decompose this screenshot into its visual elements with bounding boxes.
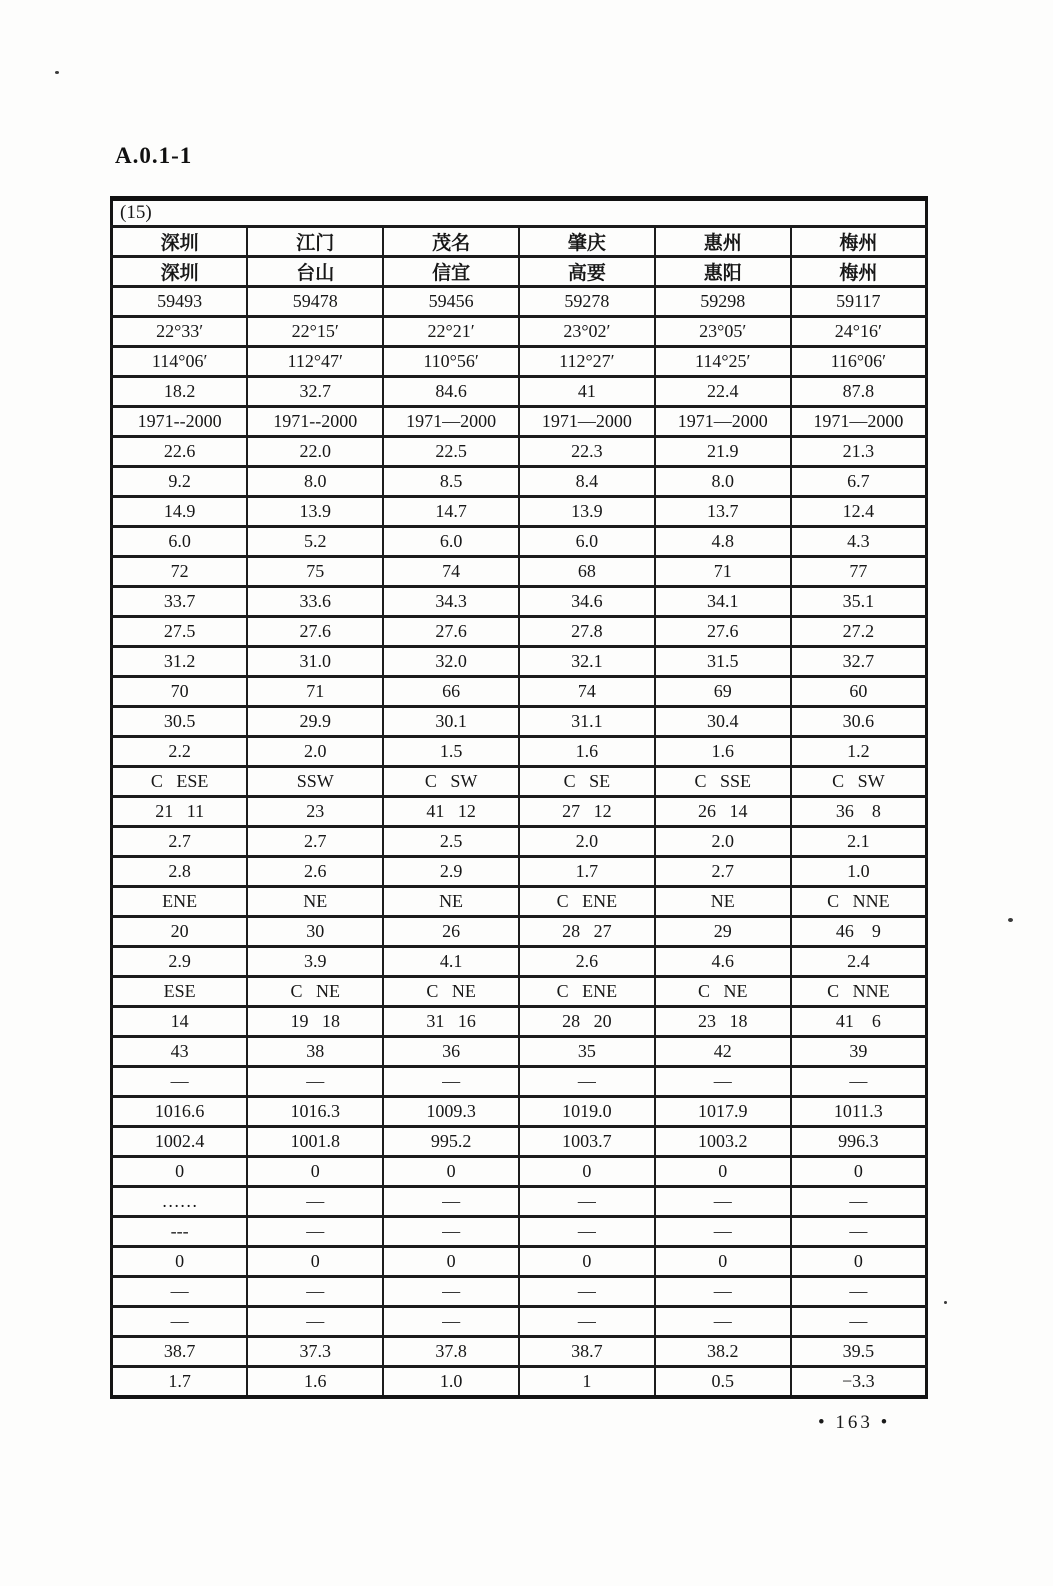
table-cell: 28 27 bbox=[519, 917, 655, 947]
table-row bbox=[112, 1277, 927, 1307]
table-row bbox=[112, 1337, 927, 1367]
table-row bbox=[112, 407, 927, 437]
table-cell: 72 bbox=[112, 557, 248, 587]
table-cell: 30.6 bbox=[791, 707, 927, 737]
table-cell: 31 16 bbox=[383, 1007, 519, 1037]
table-cell: 112°47′ bbox=[247, 347, 383, 377]
scan-artifact-dot bbox=[1008, 918, 1013, 922]
table-cell: 1011.3 bbox=[791, 1097, 927, 1127]
table-row bbox=[112, 287, 927, 317]
table-cell: 6.0 bbox=[383, 527, 519, 557]
table-cell: 32.7 bbox=[247, 377, 383, 407]
table-cell: 1.7 bbox=[519, 857, 655, 887]
table-cell: 26 bbox=[383, 917, 519, 947]
table-cell: 27.8 bbox=[519, 617, 655, 647]
table-row bbox=[112, 467, 927, 497]
table-cell: — bbox=[655, 1277, 791, 1307]
table-cell: 38.7 bbox=[519, 1337, 655, 1367]
table-cell: — bbox=[247, 1307, 383, 1337]
table-row bbox=[112, 1037, 927, 1067]
table-cell: 2.6 bbox=[247, 857, 383, 887]
table-cell: 8.4 bbox=[519, 467, 655, 497]
table-cell: 995.2 bbox=[383, 1127, 519, 1157]
table-row bbox=[112, 527, 927, 557]
table-cell: 38.2 bbox=[655, 1337, 791, 1367]
table-cell: 32.1 bbox=[519, 647, 655, 677]
table-cell: 114°25′ bbox=[655, 347, 791, 377]
table-row bbox=[112, 1007, 927, 1037]
table-row bbox=[112, 557, 927, 587]
table-cell: 22.0 bbox=[247, 437, 383, 467]
table-cell: 1971—2000 bbox=[383, 407, 519, 437]
table-row bbox=[112, 1127, 927, 1157]
table-row bbox=[112, 767, 927, 797]
table-cell: 27.2 bbox=[791, 617, 927, 647]
table-cell: — bbox=[791, 1217, 927, 1247]
table-cell: 2.1 bbox=[791, 827, 927, 857]
table-cell: 41 6 bbox=[791, 1007, 927, 1037]
table-caption-row bbox=[112, 199, 927, 227]
table-cell: — bbox=[383, 1187, 519, 1217]
table-cell: 2.4 bbox=[791, 947, 927, 977]
table-cell: — bbox=[791, 1187, 927, 1217]
page-number: • 163 • bbox=[818, 1412, 891, 1433]
table-row bbox=[112, 977, 927, 1007]
table-cell: −3.3 bbox=[791, 1367, 927, 1398]
table-cell: 22°21′ bbox=[383, 317, 519, 347]
table-row bbox=[112, 317, 927, 347]
section-heading: A.0.1-1 bbox=[115, 143, 193, 168]
table-cell: — bbox=[112, 1067, 248, 1097]
table-cell: 4.8 bbox=[655, 527, 791, 557]
table-cell: 27.6 bbox=[383, 617, 519, 647]
table-cell: 42 bbox=[655, 1037, 791, 1067]
table-cell: 22°33′ bbox=[112, 317, 248, 347]
table-row bbox=[112, 1217, 927, 1247]
table-cell: 6.0 bbox=[112, 527, 248, 557]
table-cell: 14.7 bbox=[383, 497, 519, 527]
table-cell: 2.2 bbox=[112, 737, 248, 767]
table-row bbox=[112, 857, 927, 887]
table-cell: NE bbox=[383, 887, 519, 917]
table-cell: 75 bbox=[247, 557, 383, 587]
table-cell: 32.7 bbox=[791, 647, 927, 677]
table-cell: 1971—2000 bbox=[791, 407, 927, 437]
table-cell: 33.6 bbox=[247, 587, 383, 617]
table-cell: 27.6 bbox=[247, 617, 383, 647]
table-cell: NE bbox=[655, 887, 791, 917]
table-row bbox=[112, 797, 927, 827]
table-cell: 13.9 bbox=[519, 497, 655, 527]
table-cell: 1002.4 bbox=[112, 1127, 248, 1157]
table-cell: 信宜 bbox=[383, 257, 519, 287]
table-cell: — bbox=[791, 1277, 927, 1307]
table-cell: 1 bbox=[519, 1367, 655, 1398]
table-cell: 74 bbox=[383, 557, 519, 587]
table-cell: — bbox=[655, 1307, 791, 1337]
table-cell: 2.6 bbox=[519, 947, 655, 977]
table-cell: 27.6 bbox=[655, 617, 791, 647]
table-cell: 4.1 bbox=[383, 947, 519, 977]
climate-data-table bbox=[110, 196, 928, 1399]
table-cell: 21.9 bbox=[655, 437, 791, 467]
table-cell: 66 bbox=[383, 677, 519, 707]
table-cell: 22.3 bbox=[519, 437, 655, 467]
table-cell: 1.0 bbox=[791, 857, 927, 887]
table-cell: 31.2 bbox=[112, 647, 248, 677]
table-cell: 1.6 bbox=[519, 737, 655, 767]
table-cell: 4.3 bbox=[791, 527, 927, 557]
table-cell: — bbox=[112, 1307, 248, 1337]
table-cell: 0 bbox=[519, 1247, 655, 1277]
table-row bbox=[112, 347, 927, 377]
table-cell: 18.2 bbox=[112, 377, 248, 407]
table-cell: 31.5 bbox=[655, 647, 791, 677]
table-cell: 2.9 bbox=[383, 857, 519, 887]
table-cell: 8.0 bbox=[655, 467, 791, 497]
table-header-row bbox=[112, 257, 927, 287]
scan-artifact-dot bbox=[55, 71, 59, 74]
table-cell: 41 12 bbox=[383, 797, 519, 827]
table-cell: 0 bbox=[519, 1157, 655, 1187]
table-cell: 深圳 bbox=[112, 257, 248, 287]
table-cell: 29 bbox=[655, 917, 791, 947]
table-row bbox=[112, 1367, 927, 1398]
table-cell: 深圳 bbox=[112, 227, 248, 257]
table-cell: 肇庆 bbox=[519, 227, 655, 257]
table-cell: …… bbox=[112, 1187, 248, 1217]
table-cell: --- bbox=[112, 1217, 248, 1247]
table-cell: 43 bbox=[112, 1037, 248, 1067]
table-cell: — bbox=[791, 1307, 927, 1337]
table-cell: 38.7 bbox=[112, 1337, 248, 1367]
table-cell: 36 bbox=[383, 1037, 519, 1067]
table-cell: 28 20 bbox=[519, 1007, 655, 1037]
table-cell: — bbox=[655, 1067, 791, 1097]
table-cell: 69 bbox=[655, 677, 791, 707]
table-cell: 31.0 bbox=[247, 647, 383, 677]
table-cell: 1.7 bbox=[112, 1367, 248, 1398]
table-cell: 5.2 bbox=[247, 527, 383, 557]
table-cell: C SW bbox=[791, 767, 927, 797]
table-row bbox=[112, 887, 927, 917]
table-cell: 1.2 bbox=[791, 737, 927, 767]
table-cell: 1001.8 bbox=[247, 1127, 383, 1157]
table-cell: 惠州 bbox=[655, 227, 791, 257]
table-cell: 1971--2000 bbox=[112, 407, 248, 437]
table-cell: — bbox=[519, 1277, 655, 1307]
table-row bbox=[112, 677, 927, 707]
table-row bbox=[112, 377, 927, 407]
table-cell: 2.9 bbox=[112, 947, 248, 977]
table-cell: 22°15′ bbox=[247, 317, 383, 347]
table-cell: 13.7 bbox=[655, 497, 791, 527]
table-cell: 34.3 bbox=[383, 587, 519, 617]
table-row bbox=[112, 1157, 927, 1187]
table-cell: 70 bbox=[112, 677, 248, 707]
table-cell: 22.6 bbox=[112, 437, 248, 467]
table-cell: 21.3 bbox=[791, 437, 927, 467]
table-cell: 2.8 bbox=[112, 857, 248, 887]
table-cell: C NNE bbox=[791, 887, 927, 917]
table-row bbox=[112, 737, 927, 767]
table-cell: 14 bbox=[112, 1007, 248, 1037]
climate-table-body bbox=[112, 199, 927, 1398]
table-cell: 60 bbox=[791, 677, 927, 707]
table-cell: 29.9 bbox=[247, 707, 383, 737]
table-row bbox=[112, 1187, 927, 1217]
table-cell: 30.5 bbox=[112, 707, 248, 737]
table-cell: 59456 bbox=[383, 287, 519, 317]
table-row bbox=[112, 1097, 927, 1127]
table-cell: 6.7 bbox=[791, 467, 927, 497]
table-cell: 2.7 bbox=[655, 857, 791, 887]
table-cell: 0 bbox=[655, 1247, 791, 1277]
table-cell: 2.0 bbox=[655, 827, 791, 857]
table-cell: — bbox=[791, 1067, 927, 1097]
table-row bbox=[112, 647, 927, 677]
table-cell: 38 bbox=[247, 1037, 383, 1067]
table-cell: 24°16′ bbox=[791, 317, 927, 347]
table-cell: 1971--2000 bbox=[247, 407, 383, 437]
table-cell: SSW bbox=[247, 767, 383, 797]
table-cell: 0 bbox=[112, 1157, 248, 1187]
table-cell: 茂名 bbox=[383, 227, 519, 257]
table-row bbox=[112, 1307, 927, 1337]
table-cell: C SW bbox=[383, 767, 519, 797]
table-cell: 1971—2000 bbox=[519, 407, 655, 437]
table-cell: 59478 bbox=[247, 287, 383, 317]
table-cell: 1017.9 bbox=[655, 1097, 791, 1127]
table-cell: 1.5 bbox=[383, 737, 519, 767]
table-cell: 8.5 bbox=[383, 467, 519, 497]
table-cell: 30 bbox=[247, 917, 383, 947]
table-cell: — bbox=[383, 1307, 519, 1337]
table-cell: 84.6 bbox=[383, 377, 519, 407]
table-cell: 梅州 bbox=[791, 227, 927, 257]
table-cell: 1.6 bbox=[655, 737, 791, 767]
table-cell: 4.6 bbox=[655, 947, 791, 977]
table-cell: — bbox=[519, 1307, 655, 1337]
table-cell: 0 bbox=[112, 1247, 248, 1277]
table-cell: ESE bbox=[112, 977, 248, 1007]
table-cell: 39.5 bbox=[791, 1337, 927, 1367]
table-cell: 高要 bbox=[519, 257, 655, 287]
table-cell: C SE bbox=[519, 767, 655, 797]
table-row bbox=[112, 587, 927, 617]
table-cell: — bbox=[247, 1217, 383, 1247]
table-cell: 37.3 bbox=[247, 1337, 383, 1367]
table-row bbox=[112, 1247, 927, 1277]
table-cell: 59493 bbox=[112, 287, 248, 317]
scan-artifact-dot bbox=[944, 1301, 947, 1304]
table-cell: 32.0 bbox=[383, 647, 519, 677]
table-cell: 1009.3 bbox=[383, 1097, 519, 1127]
table-cell: C NE bbox=[383, 977, 519, 1007]
table-cell: 39 bbox=[791, 1037, 927, 1067]
table-cell: 0 bbox=[383, 1247, 519, 1277]
table-cell: — bbox=[655, 1187, 791, 1217]
table-cell: 1003.2 bbox=[655, 1127, 791, 1157]
table-row bbox=[112, 1067, 927, 1097]
table-cell: 0 bbox=[247, 1247, 383, 1277]
table-cell: 13.9 bbox=[247, 497, 383, 527]
table-cell: 30.1 bbox=[383, 707, 519, 737]
table-cell: — bbox=[383, 1217, 519, 1247]
table-cell: 110°56′ bbox=[383, 347, 519, 377]
table-cell: 23 18 bbox=[655, 1007, 791, 1037]
table-row bbox=[112, 827, 927, 857]
table-cell: C NE bbox=[247, 977, 383, 1007]
table-cell: 2.0 bbox=[247, 737, 383, 767]
table-cell: 46 9 bbox=[791, 917, 927, 947]
table-caption-cell: (15) bbox=[112, 199, 927, 227]
table-cell: 41 bbox=[519, 377, 655, 407]
table-cell: 36 8 bbox=[791, 797, 927, 827]
table-cell: 14.9 bbox=[112, 497, 248, 527]
table-cell: — bbox=[519, 1217, 655, 1247]
table-cell: 30.4 bbox=[655, 707, 791, 737]
table-cell: 59298 bbox=[655, 287, 791, 317]
table-cell: 1003.7 bbox=[519, 1127, 655, 1157]
table-cell: 0.5 bbox=[655, 1367, 791, 1398]
table-cell: 114°06′ bbox=[112, 347, 248, 377]
table-cell: 77 bbox=[791, 557, 927, 587]
table-row bbox=[112, 917, 927, 947]
table-cell: 2.7 bbox=[247, 827, 383, 857]
table-cell: 68 bbox=[519, 557, 655, 587]
table-cell: 996.3 bbox=[791, 1127, 927, 1157]
table-cell: 8.0 bbox=[247, 467, 383, 497]
table-cell: NE bbox=[247, 887, 383, 917]
table-cell: 9.2 bbox=[112, 467, 248, 497]
table-cell: 2.7 bbox=[112, 827, 248, 857]
table-cell: 1016.6 bbox=[112, 1097, 248, 1127]
table-cell: 台山 bbox=[247, 257, 383, 287]
table-cell: — bbox=[247, 1067, 383, 1097]
table-cell: 71 bbox=[655, 557, 791, 587]
table-cell: 22.5 bbox=[383, 437, 519, 467]
table-cell: 0 bbox=[383, 1157, 519, 1187]
table-cell: C ENE bbox=[519, 977, 655, 1007]
table-cell: 23 bbox=[247, 797, 383, 827]
table-cell: 74 bbox=[519, 677, 655, 707]
table-row bbox=[112, 707, 927, 737]
table-cell: 27 12 bbox=[519, 797, 655, 827]
table-cell: 112°27′ bbox=[519, 347, 655, 377]
table-cell: 34.6 bbox=[519, 587, 655, 617]
table-cell: — bbox=[383, 1277, 519, 1307]
table-cell: 2.5 bbox=[383, 827, 519, 857]
table-cell: 23°02′ bbox=[519, 317, 655, 347]
table-cell: 0 bbox=[791, 1247, 927, 1277]
table-cell: 116°06′ bbox=[791, 347, 927, 377]
table-cell: 71 bbox=[247, 677, 383, 707]
table-cell: 6.0 bbox=[519, 527, 655, 557]
table-cell: 江门 bbox=[247, 227, 383, 257]
table-cell: 34.1 bbox=[655, 587, 791, 617]
table-cell: — bbox=[519, 1187, 655, 1217]
table-cell: 1.0 bbox=[383, 1367, 519, 1398]
table-cell: 3.9 bbox=[247, 947, 383, 977]
table-cell: 20 bbox=[112, 917, 248, 947]
table-cell: 0 bbox=[791, 1157, 927, 1187]
table-cell: C ESE bbox=[112, 767, 248, 797]
table-cell: 35 bbox=[519, 1037, 655, 1067]
table-cell: 梅州 bbox=[791, 257, 927, 287]
table-cell: C SSE bbox=[655, 767, 791, 797]
table-cell: 35.1 bbox=[791, 587, 927, 617]
table-cell: — bbox=[247, 1187, 383, 1217]
table-cell: 1016.3 bbox=[247, 1097, 383, 1127]
table-cell: 21 11 bbox=[112, 797, 248, 827]
table-cell: 22.4 bbox=[655, 377, 791, 407]
table-cell: — bbox=[247, 1277, 383, 1307]
table-cell: 59117 bbox=[791, 287, 927, 317]
table-cell: 12.4 bbox=[791, 497, 927, 527]
table-cell: — bbox=[655, 1217, 791, 1247]
table-cell: 26 14 bbox=[655, 797, 791, 827]
table-cell: C NE bbox=[655, 977, 791, 1007]
table-cell: C NNE bbox=[791, 977, 927, 1007]
table-header-row bbox=[112, 227, 927, 257]
table-cell: 37.8 bbox=[383, 1337, 519, 1367]
table-cell: 1971—2000 bbox=[655, 407, 791, 437]
table-cell: — bbox=[383, 1067, 519, 1097]
table-cell: 2.0 bbox=[519, 827, 655, 857]
table-cell: 0 bbox=[247, 1157, 383, 1187]
table-row bbox=[112, 437, 927, 467]
table-cell: 惠阳 bbox=[655, 257, 791, 287]
table-cell: 87.8 bbox=[791, 377, 927, 407]
table-cell: 27.5 bbox=[112, 617, 248, 647]
table-cell: 19 18 bbox=[247, 1007, 383, 1037]
table-cell: 59278 bbox=[519, 287, 655, 317]
table-cell: 0 bbox=[655, 1157, 791, 1187]
table-cell: 1.6 bbox=[247, 1367, 383, 1398]
table-cell: 31.1 bbox=[519, 707, 655, 737]
table-cell: C ENE bbox=[519, 887, 655, 917]
table-cell: ENE bbox=[112, 887, 248, 917]
table-cell: — bbox=[519, 1067, 655, 1097]
table-cell: 1019.0 bbox=[519, 1097, 655, 1127]
table-cell: — bbox=[112, 1277, 248, 1307]
table-cell: 33.7 bbox=[112, 587, 248, 617]
table-cell: 23°05′ bbox=[655, 317, 791, 347]
table-row bbox=[112, 947, 927, 977]
table-row bbox=[112, 617, 927, 647]
table-row bbox=[112, 497, 927, 527]
